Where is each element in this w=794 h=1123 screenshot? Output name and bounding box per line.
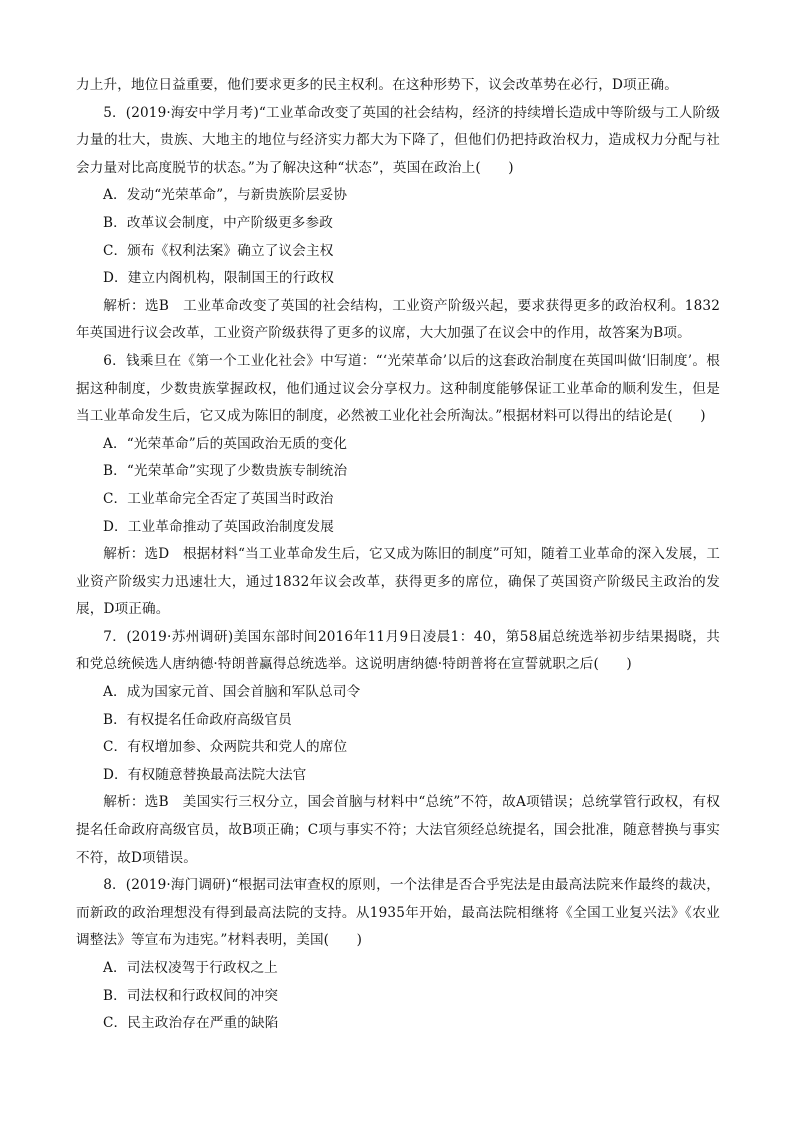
question-5-analysis: 解析：选B 工业革命改变了英国的社会结构，工业资产阶级兴起，要求获得更多的政治权利。1832年英国进行议会改革，工业资产阶级获得了更多的议席，大大加强了在议会中的作用，故答案为B项。 xyxy=(76,297,720,342)
question-7-option-b: B．有权提名任命政府高级官员 xyxy=(103,711,292,728)
question-8-option-c: C．民主政治存在严重的缺陷 xyxy=(103,1015,279,1032)
question-5-option-b: B．改革议会制度，中产阶级更多参政 xyxy=(103,214,334,231)
question-7-analysis: 解析：选B 美国实行三权分立，国会首脑与材料中“总统”不符，故A项错误；总统掌管行政权，有权提名任命政府高级官员，故B项正确；C项与事实不符；大法官须经总统提名，国会批准，随意替换与事实不符，故D项错误。 xyxy=(76,794,720,866)
page-content xyxy=(76,72,720,1038)
question-7-option-c: C．有权增加参、众两院共和党人的席位 xyxy=(103,739,348,756)
question-7-option-a: A．成为国家元首、国会首脑和军队总司令 xyxy=(103,684,361,701)
question-6-option-c: C．工业革命完全否定了英国当时政治 xyxy=(103,490,334,507)
previous-analysis-continuation: 力上升，地位日益重要，他们要求更多的民主权利。在这种形势下，议会改革势在必行，D项正确。 xyxy=(76,77,679,93)
question-8-option-b: B．司法权和行政权间的冲突 xyxy=(103,987,279,1004)
question-8-stem: 8．(2019·海门调研)“根据司法审查权的原则，一个法律是否合乎宪法是由最高法院来作最终的裁决，而新政的政治理想没有得到最高法院的支持。从1935年开始，最高法院相继将《全国工业复兴法》《农业调整法》等宣布为违宪。”材料表明，美国( ) xyxy=(76,877,720,949)
question-5-option-a: A．发动“光荣革命”，与新贵族阶层妥协 xyxy=(103,187,348,204)
question-5-option-c: C．颁布《权利法案》确立了议会主权 xyxy=(103,242,334,259)
question-6-analysis: 解析：选D 根据材料“当工业革命发生后，它又成为陈旧的制度”可知，随着工业革命的深入发展，工业资产阶级实力迅速壮大，通过1832年议会改革，获得更多的席位，确保了英国资产阶级民主政治的发展，D项正确。 xyxy=(76,546,720,618)
question-5-stem: 5．(2019·海安中学月考)“工业革命改变了英国的社会结构，经济的持续增长造成中等阶级与工人阶级力量的壮大，贵族、大地主的地位与经济实力都大为下降了，但他们仍把持政治权力，造成权力分配与社会力量对比高度脱节的状态。”为了解决这种“状态”，英国在政治上( ) xyxy=(76,104,720,176)
question-7-option-d: D．有权随意替换最高法院大法官 xyxy=(103,766,307,783)
question-6-option-d: D．工业革命推动了英国政治制度发展 xyxy=(103,518,334,535)
question-6-stem: 6．钱乘旦在《第一个工业化社会》中写道：“‘光荣革命’以后的这套政治制度在英国叫做‘旧制度’。根据这种制度，少数贵族掌握政权，他们通过议会分享权力。这种制度能够保证工业革命的顺利发生，但是当工业革命发生后，它又成为陈旧的制度，必然被工业化社会所淘汰。”根据材料可以得出的结论是( ) xyxy=(76,352,720,425)
question-7-stem: 7．(2019·苏州调研)美国东部时间2016年11月9日凌晨1：40，第58届总统选举初步结果揭晓，共和党总统候选人唐纳德·特朗普赢得总统选举。这说明唐纳德·特朗普将在宣誓就职之后( ) xyxy=(76,628,720,673)
question-8-option-a: A．司法权凌驾于行政权之上 xyxy=(103,960,278,976)
question-5-option-d: D．建立内阁机构，限制国王的行政权 xyxy=(103,270,334,287)
question-6-option-a: A．“光荣革命”后的英国政治无质的变化 xyxy=(103,435,348,452)
question-6-option-b: B．“光荣革命”实现了少数贵族专制统治 xyxy=(103,463,348,480)
